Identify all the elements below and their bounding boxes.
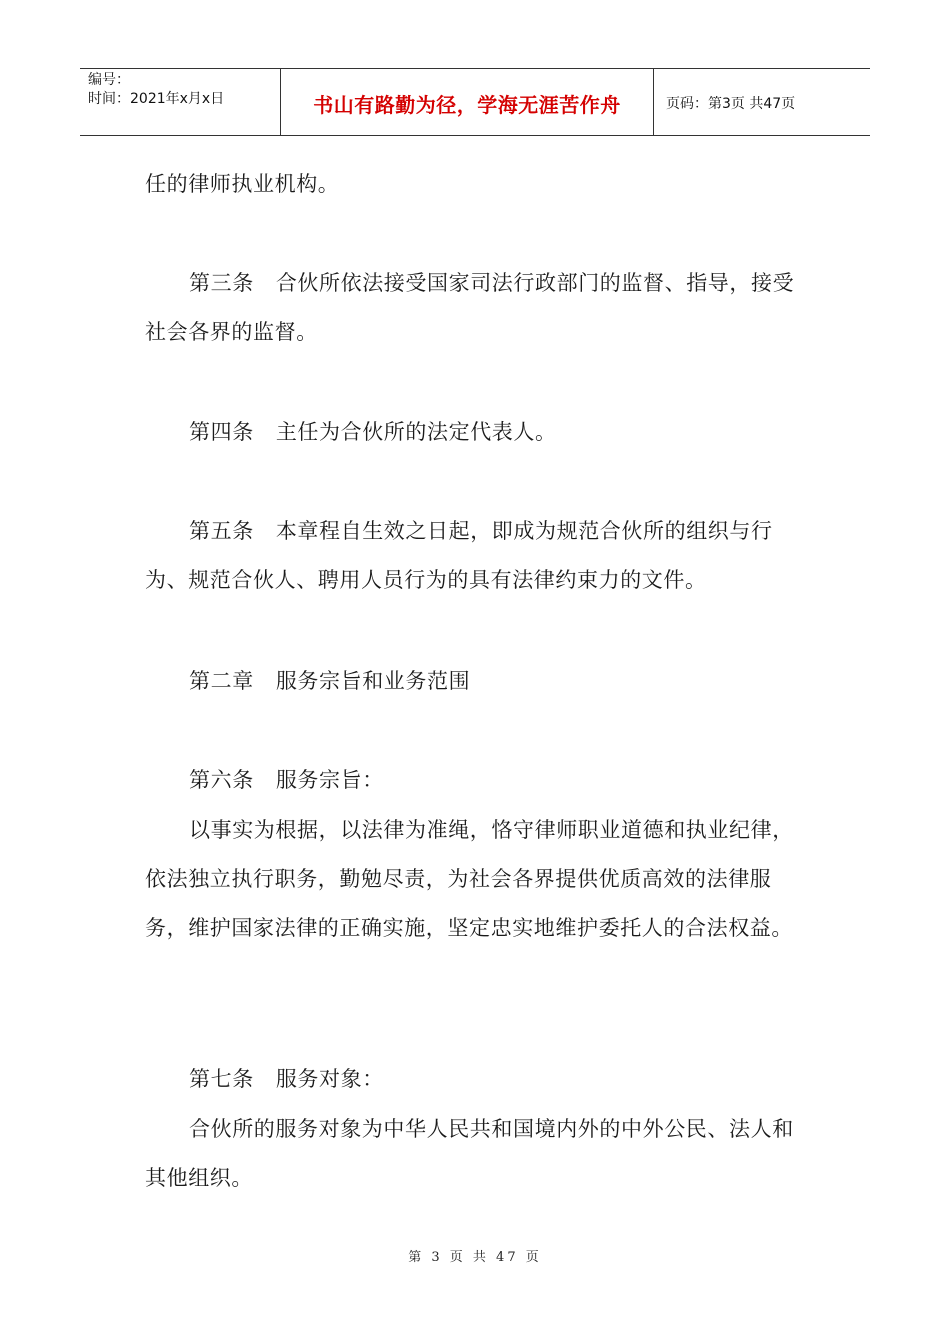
- page-footer: 第 3 页 共 47 页: [408, 1250, 542, 1265]
- chapter-2-heading: [145, 657, 805, 706]
- document-time-label: 时间：2021年x月x日: [88, 91, 225, 107]
- article-6-title: 第六条: [189, 768, 254, 792]
- paragraph-continuation: 任的律师执业机构。: [145, 172, 340, 196]
- page-header: [80, 68, 870, 136]
- header-meta: [80, 69, 281, 135]
- article-4: [145, 408, 805, 457]
- chapter-2-title: 第二章: [189, 669, 254, 693]
- article-7: [145, 1055, 805, 1104]
- article-5-title: 第五条: [189, 519, 254, 543]
- article-7-body: 合伙所的服务对象为中华人民共和国境内外的中外公民、法人和其他组织。: [145, 1117, 794, 1190]
- article-4-text: 主任为合伙所的法定代表人。: [275, 420, 557, 444]
- article-4-title: 第四条: [189, 420, 254, 444]
- article-6-body: 以事实为根据，以法律为准绳，恪守律师职业道德和执业纪律，依法独立执行职务，勤勉尽责，为社会各界提供优质高效的法律服务，维护国家法律的正确实施，坚定忠实地维护委托人的合法权益。: [145, 818, 794, 940]
- document-number-label: 编号：: [88, 72, 130, 88]
- article-6-text: 服务宗旨：: [275, 768, 384, 792]
- article-3: [145, 259, 805, 357]
- article-3-text: 合伙所依法接受国家司法行政部门的监督、指导，接受社会各界的监督。: [145, 271, 795, 344]
- article-7-text: 服务对象：: [275, 1067, 384, 1091]
- article-7-title: 第七条: [189, 1067, 254, 1091]
- article-3-title: 第三条: [189, 271, 254, 295]
- header-page-info: 页码：第3页 共47页: [666, 96, 796, 112]
- chapter-2-text: 服务宗旨和业务范围: [275, 669, 471, 693]
- article-5-text: 本章程自生效之日起，即成为规范合伙所的组织与行为、规范合伙人、聘用人员行为的具有法律约束力的文件。: [145, 519, 773, 592]
- article-5: [145, 507, 805, 605]
- article-6: [145, 756, 805, 805]
- header-motto: 书山有路勤为径，学海无涯苦作舟: [281, 69, 654, 135]
